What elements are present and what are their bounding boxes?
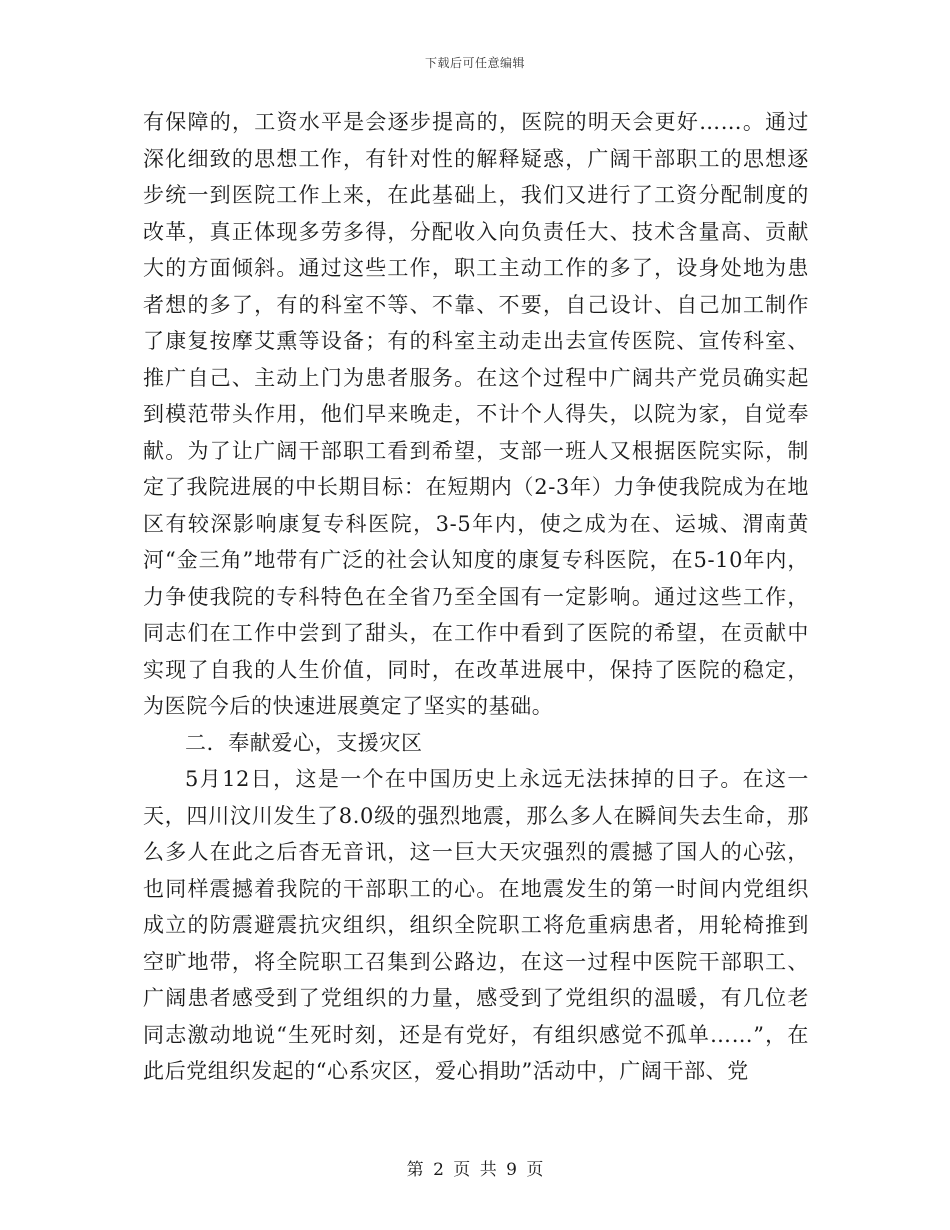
- section-heading: 二．奉献爱心，支援灾区: [185, 730, 423, 755]
- body-paragraph: 5月12日，这是一个在中国历史上永远无法抹掉的日子。在这一天，四川汶川发生了8.0级的强烈地震，那么多人在瞬间失去生命，那么多人在此之后杳无音讯，这一巨大天灾强烈的震撼了国人的心弦，也同样震撼着我院的干部职工的心。在地震发生的第一时间内党组织成立的防震避震抗灾组织，组织全院职工将危重病患者，用轮椅推到空旷地带，将全院职工召集到公路边，在这一过程中医院干部职工、广阔患者感受到了党组织的力量，感受到了党组织的温暖，有几位老同志激动地说“生死时刻，还是有党好，有组织感觉不孤单……”，在此后党组织发起的“心系灾区，爱心捐助”活动中，广阔干部、党: [143, 767, 809, 1083]
- document-body: [143, 104, 809, 1090]
- page-header-note: 下载后可任意编辑: [424, 56, 525, 70]
- page-number-footer: 第 2 页 共 9 页: [406, 1160, 544, 1180]
- body-paragraph-continued: 有保障的，工资水平是会逐步提高的，医院的明天会更好……。通过深化细致的思想工作，有针对性的解释疑惑，广阔干部职工的思想逐步统一到医院工作上来，在此基础上，我们又进行了工资分配制度的改革，真正体现多劳多得，分配收入向负责任大、技术含量高、贡献大的方面倾斜。通过这些工作，职工主动工作的多了，设身处地为患者想的多了，有的科室不等、不靠、不要，自己设计、自己加工制作了康复按摩艾熏等设备；有的科室主动走出去宣传医院、宣传科室、推广自己、主动上门为患者服务。在这个过程中广阔共产党员确实起到模范带头作用，他们早来晚走，不计个人得失，以院为家，自觉奉献。为了让广阔干部职工看到希望，支部一班人又根据医院实际，制定了我院进展的中长期目标：在短期内（2-3年）力争使我院成为在地区有较深影响康复专科医院，3-5年内，使之成为在、运城、渭南黄河“金三角”地带有广泛的社会认知度的康复专科医院，在5-10年内，力争使我院的专科特色在全省乃至全国有一定影响。通过这些工作，同志们在工作中尝到了甜头，在工作中看到了医院的希望，在贡献中实现了自我的人生价值，同时，在改革进展中，保持了医院的稳定，为医院今后的快速进展奠定了坚实的基础。: [143, 110, 809, 718]
